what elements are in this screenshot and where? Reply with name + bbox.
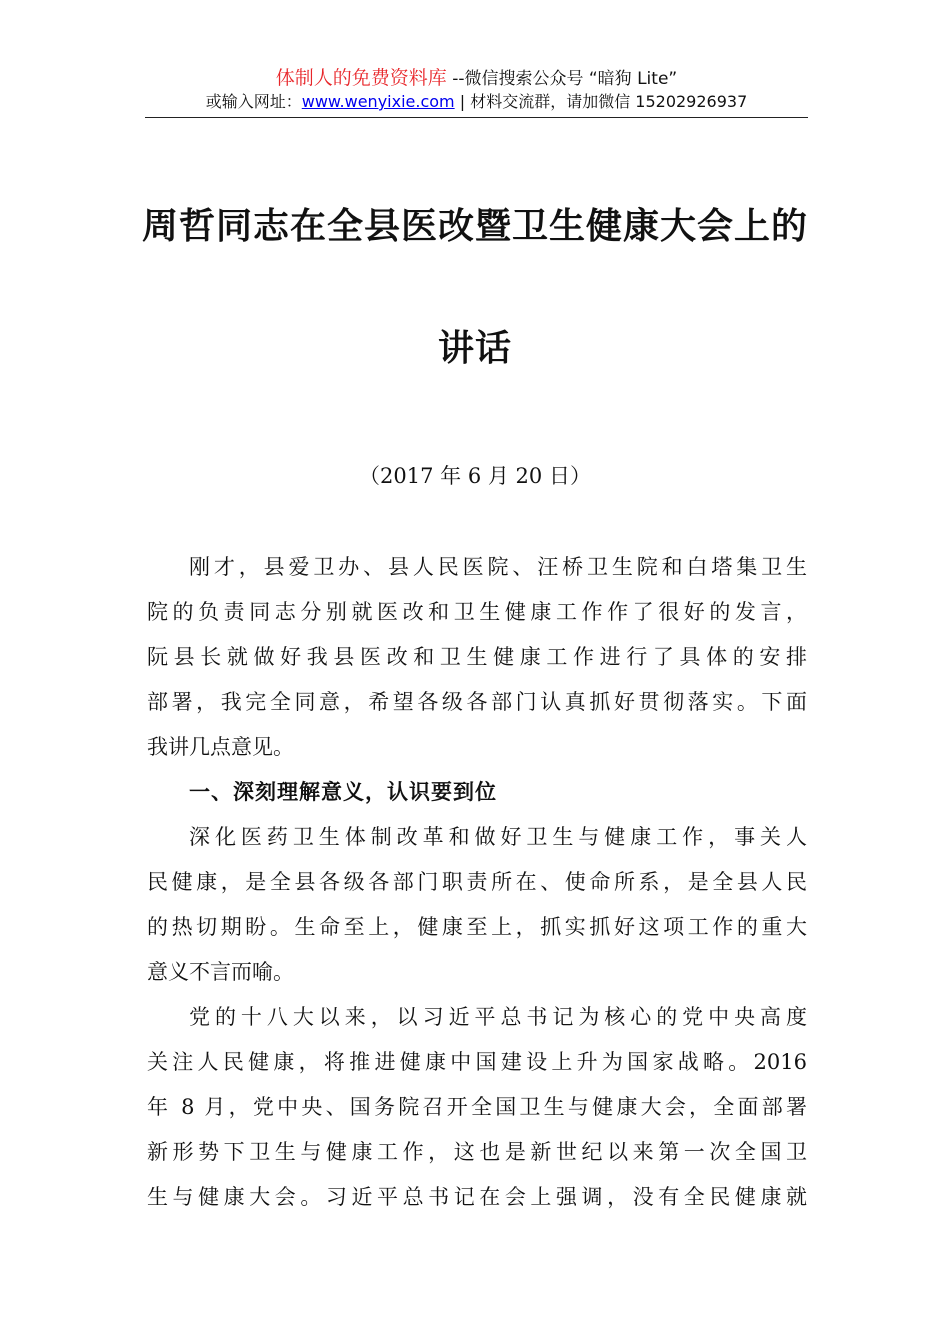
- header-contact: | 材料交流群，请加微信 15202926937: [454, 92, 748, 111]
- paragraph-line: 年 8 月，党中央、国务院召开全国卫生与健康大会，全面部署: [147, 1095, 807, 1119]
- header-brand: 体制人的免费资料库: [275, 67, 447, 89]
- paragraph-line: 关注人民健康，将推进健康中国建设上升为国家战略。2016: [147, 1050, 807, 1074]
- paragraph-line: 党的十八大以来，以习近平总书记为核心的党中央高度: [189, 1005, 807, 1029]
- header-url-link[interactable]: www.wenyixie.com: [301, 92, 455, 111]
- paragraph-2: [147, 815, 807, 995]
- paragraph-3: [147, 995, 807, 1220]
- document-title-line-1: 周哲同志在全县医改暨卫生健康大会上的: [141, 205, 808, 247]
- document-date: （2017 年 6 月 20 日）: [359, 464, 591, 488]
- paragraph-line: 深化医药卫生体制改革和做好卫生与健康工作，事关人: [189, 825, 807, 849]
- paragraph-line: 刚才，县爱卫办、县人民医院、汪桥卫生院和白塔集卫生: [189, 555, 807, 579]
- paragraph-1: [147, 545, 807, 770]
- paragraph-line: 民健康，是全县各级各部门职责所在、使命所系，是全县人民: [147, 870, 807, 894]
- page-header: [145, 66, 808, 113]
- paragraph-line: 生与健康大会。习近平总书记在会上强调，没有全民健康就: [147, 1185, 807, 1209]
- paragraph-line: 院的负责同志分别就医改和卫生健康工作作了很好的发言，: [147, 600, 807, 624]
- paragraph-line: 意义不言而喻。: [147, 960, 294, 984]
- header-contact-line: [145, 91, 808, 113]
- paragraph-line: 新形势下卫生与健康工作，这也是新世纪以来第一次全国卫: [147, 1140, 807, 1164]
- header-url-prefix: 或输入网址：: [205, 92, 302, 111]
- paragraph-line: 部署，我完全同意，希望各级各部门认真抓好贯彻落实。下面: [147, 690, 807, 714]
- header-divider: [145, 117, 808, 118]
- header-promo-line: [145, 66, 808, 91]
- paragraph-line: 的热切期盼。生命至上，健康至上，抓实抓好这项工作的重大: [147, 915, 807, 939]
- paragraph-line: 我讲几点意见。: [147, 735, 294, 759]
- paragraph-line: 阮县长就做好我县医改和卫生健康工作进行了具体的安排: [147, 645, 807, 669]
- header-subtitle: --微信搜索公众号 “暗狗 Lite”: [446, 69, 678, 89]
- section-heading-1: 一、深刻理解意义，认识要到位: [189, 780, 497, 804]
- document-title-line-2: 讲话: [437, 327, 512, 369]
